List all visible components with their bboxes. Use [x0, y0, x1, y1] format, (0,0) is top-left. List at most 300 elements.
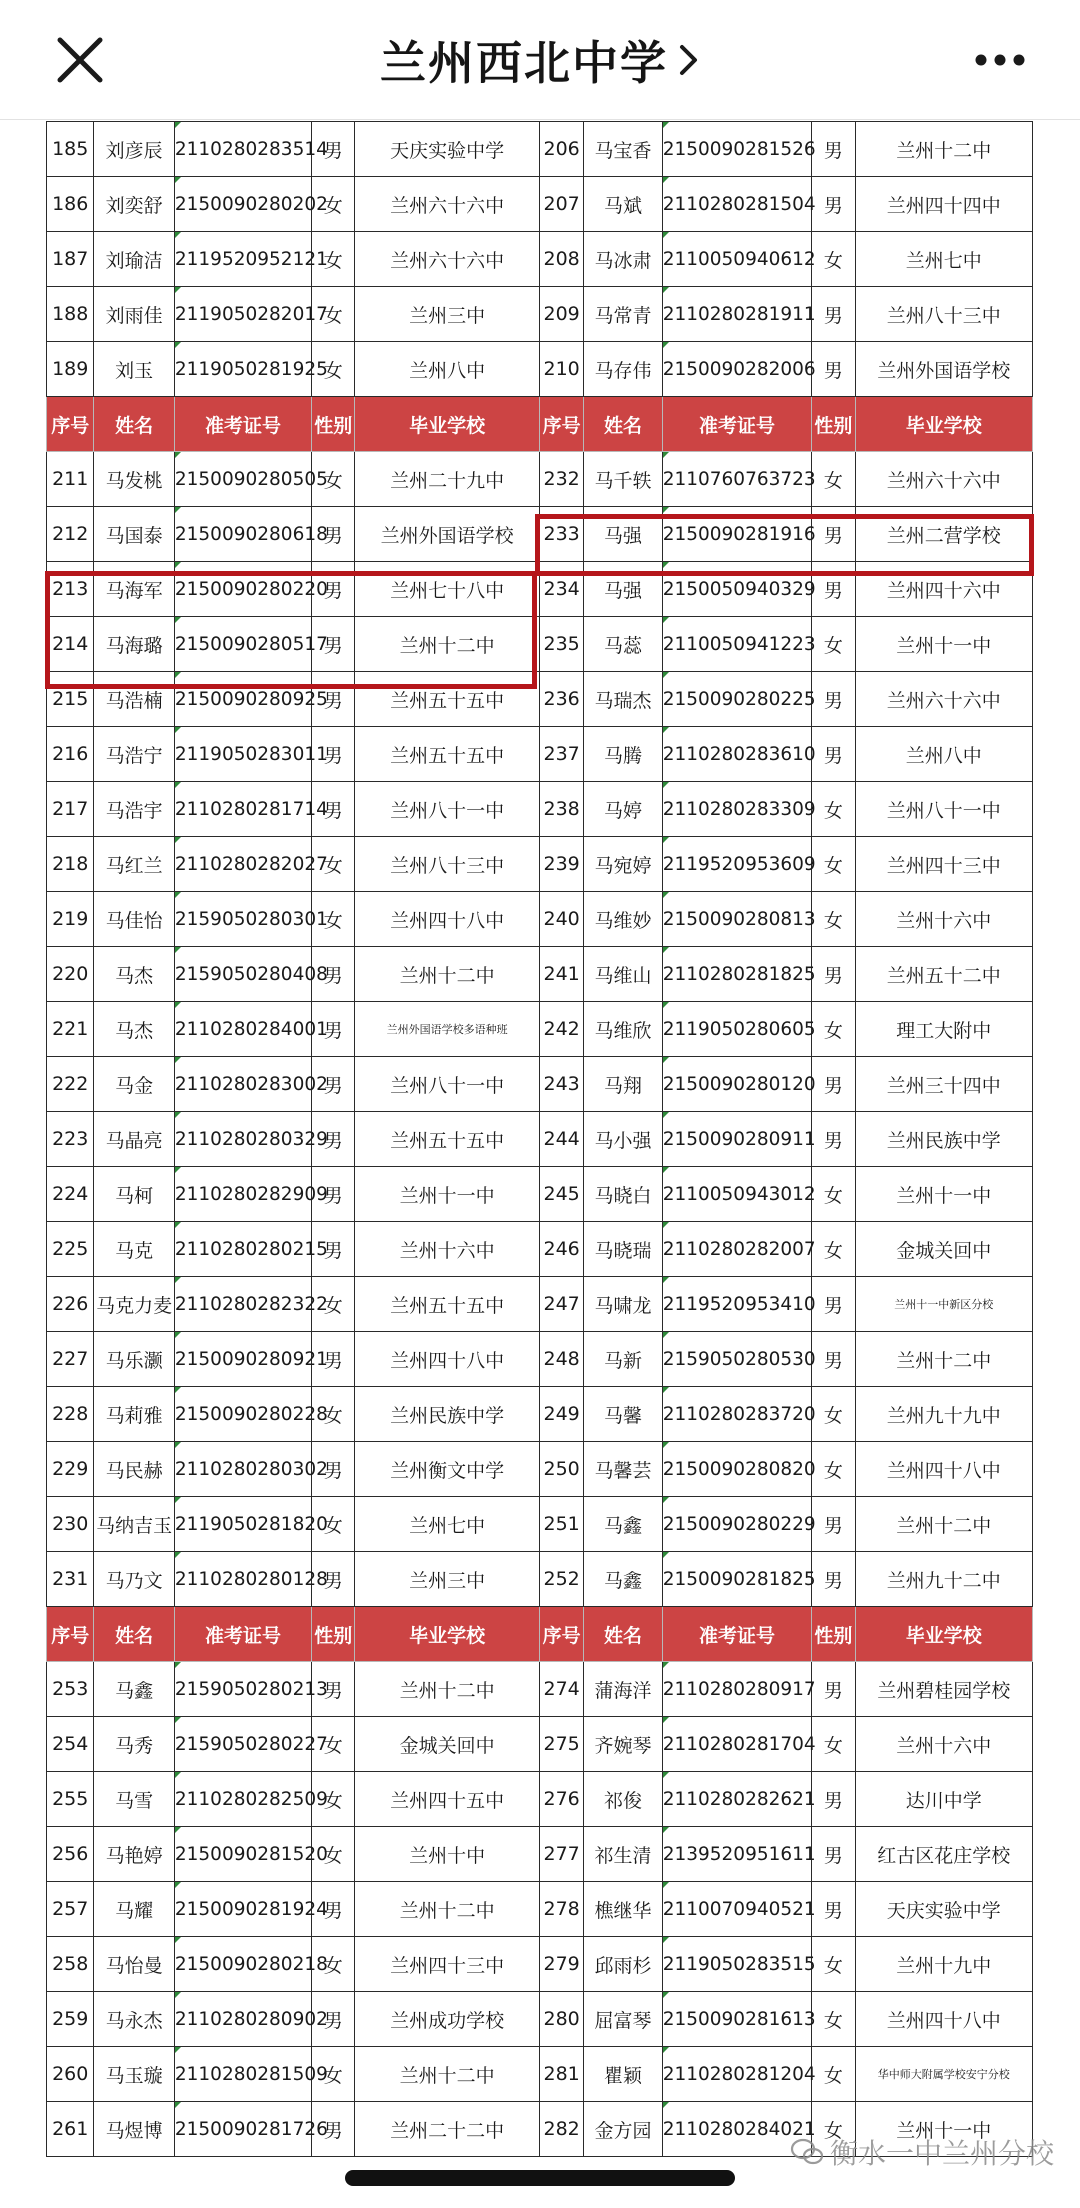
gender-cell: 女: [812, 2047, 855, 2102]
gender-cell: 男: [812, 1112, 855, 1167]
name-cell: 马维欣: [584, 1002, 662, 1057]
gender-cell: 男: [312, 782, 355, 837]
gender-cell: 女: [312, 1937, 355, 1992]
name-cell: 马发桃: [94, 452, 174, 507]
school-cell: 兰州七中: [355, 1497, 540, 1552]
gender-cell: 男: [812, 1827, 855, 1882]
exam-id-cell: 2110280280128: [174, 1552, 311, 1607]
name-cell: 马维妙: [584, 892, 662, 947]
exam-id-cell: 2110050940612: [662, 232, 812, 287]
exam-id-cell: 2110280284001: [174, 1002, 311, 1057]
name-cell: 马克力麦: [94, 1277, 174, 1332]
table-row: [47, 562, 1033, 617]
exam-id-cell: 2159050280227: [174, 1717, 311, 1772]
table-row: [47, 1112, 1033, 1167]
table-row: [47, 1442, 1033, 1497]
exam-id-cell: 2159050280530: [662, 1332, 812, 1387]
school-cell: 兰州十九中: [855, 1937, 1032, 1992]
exam-id-cell: 2150090280505: [174, 452, 311, 507]
gender-cell: 男: [812, 1662, 855, 1717]
exam-id-cell: 2110280281204: [662, 2047, 812, 2102]
table-row: [47, 177, 1033, 232]
exam-id-cell: 2110280282322: [174, 1277, 311, 1332]
name-cell: 马存伟: [584, 342, 662, 397]
gender-cell: 男: [812, 177, 855, 232]
name-cell: 马强: [584, 562, 662, 617]
school-cell: 兰州四十三中: [855, 837, 1032, 892]
exam-id-cell: 2150090280120: [662, 1057, 812, 1112]
name-cell: 马海军: [94, 562, 174, 617]
more-button[interactable]: [972, 36, 1028, 84]
seq-cell: 214: [47, 617, 94, 672]
school-cell: 兰州二十二中: [355, 2102, 540, 2157]
name-cell: 马晶亮: [94, 1112, 174, 1167]
name-cell: 刘雨佳: [94, 287, 174, 342]
name-cell: 马维山: [584, 947, 662, 1002]
exam-id-cell: 2159050280213: [174, 1662, 311, 1717]
gender-cell: 女: [312, 2047, 355, 2102]
seq-cell: 252: [539, 1552, 583, 1607]
gender-cell: 女: [312, 1277, 355, 1332]
seq-cell: 218: [47, 837, 94, 892]
name-cell: 马晓瑞: [584, 1222, 662, 1277]
seq-cell: 233: [539, 507, 583, 562]
table-row: [47, 837, 1033, 892]
exam-id-cell: 2150090280820: [662, 1442, 812, 1497]
seq-cell: 256: [47, 1827, 94, 1882]
name-cell: 樵继华: [584, 1882, 662, 1937]
name-cell: 马啸龙: [584, 1277, 662, 1332]
seq-cell: 207: [539, 177, 583, 232]
table-row: [47, 2047, 1033, 2102]
gender-cell: 男: [312, 1442, 355, 1497]
seq-cell: 213: [47, 562, 94, 617]
watermark-text: 衡水一中兰州分校: [830, 2137, 1055, 2170]
name-cell: 马纳吉玉: [94, 1497, 174, 1552]
exam-id-cell: 2150090280218: [174, 1937, 311, 1992]
seq-cell: 281: [539, 2047, 583, 2102]
gender-cell: 男: [812, 1277, 855, 1332]
gender-cell: 女: [812, 232, 855, 287]
school-cell: 兰州六十六中: [355, 177, 540, 232]
school-cell: 兰州四十六中: [855, 562, 1032, 617]
seq-cell: 215: [47, 672, 94, 727]
seq-cell: 223: [47, 1112, 94, 1167]
roster-table: [46, 121, 1033, 2157]
name-cell: 马馨芸: [584, 1442, 662, 1497]
school-cell: 兰州十六中: [855, 892, 1032, 947]
gender-cell: 男: [812, 1332, 855, 1387]
gender-cell: 女: [812, 1167, 855, 1222]
seq-cell: 246: [539, 1222, 583, 1277]
school-cell: 兰州六十六中: [855, 452, 1032, 507]
name-cell: 马乃文: [94, 1552, 174, 1607]
gender-cell: 男: [312, 727, 355, 782]
seq-cell: 242: [539, 1002, 583, 1057]
school-cell: 兰州六十六中: [355, 232, 540, 287]
name-cell: 马浩宁: [94, 727, 174, 782]
gender-cell: 女: [812, 892, 855, 947]
seq-cell: 211: [47, 452, 94, 507]
seq-cell: 221: [47, 1002, 94, 1057]
name-cell: 马金: [94, 1057, 174, 1112]
column-header: 准考证号: [662, 1607, 812, 1662]
school-cell: 兰州五十五中: [355, 727, 540, 782]
gender-cell: 男: [312, 617, 355, 672]
name-cell: 马千轶: [584, 452, 662, 507]
gender-cell: 男: [812, 1772, 855, 1827]
exam-id-cell: 2110280282007: [662, 1222, 812, 1277]
gender-cell: 男: [312, 507, 355, 562]
exam-id-cell: 2150090280925: [174, 672, 311, 727]
exam-id-cell: 2110280281704: [662, 1717, 812, 1772]
column-header: 序号: [47, 1607, 94, 1662]
column-header: 毕业学校: [355, 397, 540, 452]
school-cell: 兰州十中: [355, 1827, 540, 1882]
column-header: 性别: [812, 397, 855, 452]
school-cell: 兰州民族中学: [855, 1112, 1032, 1167]
exam-id-cell: 2150090281916: [662, 507, 812, 562]
name-cell: 马耀: [94, 1882, 174, 1937]
exam-id-cell: 2119050282017: [174, 287, 311, 342]
gender-cell: 女: [312, 1772, 355, 1827]
seq-cell: 259: [47, 1992, 94, 2047]
column-header: 姓名: [94, 397, 174, 452]
gender-cell: 男: [312, 122, 355, 177]
column-header: 准考证号: [662, 397, 812, 452]
seq-cell: 282: [539, 2102, 583, 2157]
school-cell: 兰州十二中: [855, 1497, 1032, 1552]
school-cell: 兰州三中: [355, 287, 540, 342]
name-cell: 马常青: [584, 287, 662, 342]
gender-cell: 男: [812, 342, 855, 397]
school-cell: 兰州八十一中: [355, 1057, 540, 1112]
gender-cell: 男: [812, 122, 855, 177]
column-header: 姓名: [584, 1607, 662, 1662]
gender-cell: 男: [312, 1332, 355, 1387]
name-cell: 马煜博: [94, 2102, 174, 2157]
school-cell: 红古区花庄学校: [855, 1827, 1032, 1882]
table-row: [47, 782, 1033, 837]
exam-id-cell: 2150090281520: [174, 1827, 311, 1882]
seq-cell: 185: [47, 122, 94, 177]
exam-id-cell: 2110280280329: [174, 1112, 311, 1167]
seq-cell: 251: [539, 1497, 583, 1552]
gender-cell: 男: [312, 562, 355, 617]
gender-cell: 女: [312, 452, 355, 507]
gender-cell: 女: [312, 342, 355, 397]
gender-cell: 女: [812, 1222, 855, 1277]
school-cell: 兰州十二中: [355, 1662, 540, 1717]
table-row: [47, 947, 1033, 1002]
table-row: [47, 507, 1033, 562]
school-cell: 兰州八中: [355, 342, 540, 397]
seq-cell: 230: [47, 1497, 94, 1552]
seq-cell: 254: [47, 1717, 94, 1772]
exam-id-cell: 2119050281820: [174, 1497, 311, 1552]
name-cell: 马馨: [584, 1387, 662, 1442]
seq-cell: 258: [47, 1937, 94, 1992]
school-cell: 兰州衡文中学: [355, 1442, 540, 1497]
school-cell: 兰州四十八中: [855, 1442, 1032, 1497]
name-cell: 马民赫: [94, 1442, 174, 1497]
exam-id-cell: 2110280283610: [662, 727, 812, 782]
name-cell: 马艳婷: [94, 1827, 174, 1882]
table-row: [47, 1882, 1033, 1937]
name-cell: 金方园: [584, 2102, 662, 2157]
table-row: [47, 342, 1033, 397]
exam-id-cell: 2139520951611: [662, 1827, 812, 1882]
exam-id-cell: 2110050941223: [662, 617, 812, 672]
table-header-row: [47, 1607, 1033, 1662]
school-cell: 兰州十二中: [355, 947, 540, 1002]
table-row: [47, 672, 1033, 727]
table-row: [47, 1057, 1033, 1112]
gender-cell: 男: [312, 1882, 355, 1937]
exam-id-cell: 2119520952121: [174, 232, 311, 287]
name-cell: 马柯: [94, 1167, 174, 1222]
school-cell: 兰州五十五中: [355, 1277, 540, 1332]
table-row: [47, 1332, 1033, 1387]
table-row: [47, 1497, 1033, 1552]
name-cell: 屈富琴: [584, 1992, 662, 2047]
name-cell: 马鑫: [94, 1662, 174, 1717]
seq-cell: 220: [47, 947, 94, 1002]
column-header: 毕业学校: [855, 1607, 1032, 1662]
exam-id-cell: 2150090280225: [662, 672, 812, 727]
school-cell: 兰州外国语学校多语种班: [355, 1002, 540, 1057]
school-cell: 兰州八十三中: [355, 837, 540, 892]
school-cell: 兰州三中: [355, 1552, 540, 1607]
name-cell: 马秀: [94, 1717, 174, 1772]
seq-cell: 257: [47, 1882, 94, 1937]
exam-id-cell: 2159050280408: [174, 947, 311, 1002]
seq-cell: 236: [539, 672, 583, 727]
seq-cell: 255: [47, 1772, 94, 1827]
table-row: [47, 1992, 1033, 2047]
wechat-icon: [790, 2137, 824, 2167]
name-cell: 刘瑜洁: [94, 232, 174, 287]
name-cell: 马浩宇: [94, 782, 174, 837]
school-cell: 兰州五十五中: [355, 672, 540, 727]
seq-cell: 187: [47, 232, 94, 287]
exam-id-cell: 2150090281526: [662, 122, 812, 177]
name-cell: 马宝香: [584, 122, 662, 177]
exam-id-cell: 2150090280202: [174, 177, 311, 232]
table-row: [47, 1277, 1033, 1332]
exam-id-cell: 2150090282006: [662, 342, 812, 397]
name-cell: 马新: [584, 1332, 662, 1387]
name-cell: 马翔: [584, 1057, 662, 1112]
school-cell: 金城关回中: [855, 1222, 1032, 1277]
school-cell: 兰州四十三中: [355, 1937, 540, 1992]
name-cell: 马腾: [584, 727, 662, 782]
name-cell: 马瑞杰: [584, 672, 662, 727]
home-indicator[interactable]: [345, 2170, 735, 2186]
exam-id-cell: 2110280281714: [174, 782, 311, 837]
table-row: [47, 1167, 1033, 1222]
name-cell: 马小强: [584, 1112, 662, 1167]
column-header: 性别: [312, 1607, 355, 1662]
table-row: [47, 1662, 1033, 1717]
school-cell: 兰州十二中: [355, 1882, 540, 1937]
name-cell: 邱雨杉: [584, 1937, 662, 1992]
table-row: [47, 1002, 1033, 1057]
top-bar: [0, 0, 1080, 120]
school-cell: 天庆实验中学: [355, 122, 540, 177]
column-header: 准考证号: [174, 397, 311, 452]
seq-cell: 238: [539, 782, 583, 837]
table-row: [47, 1772, 1033, 1827]
name-cell: 马斌: [584, 177, 662, 232]
gender-cell: 男: [312, 1002, 355, 1057]
gender-cell: 女: [812, 1002, 855, 1057]
gender-cell: 女: [312, 1717, 355, 1772]
name-cell: 刘彦辰: [94, 122, 174, 177]
account-title-link[interactable]: [0, 0, 1080, 120]
name-cell: 马佳怡: [94, 892, 174, 947]
gender-cell: 男: [812, 287, 855, 342]
exam-id-cell: 2150090280911: [662, 1112, 812, 1167]
school-cell: 兰州八十一中: [355, 782, 540, 837]
seq-cell: 260: [47, 2047, 94, 2102]
school-cell: 兰州四十八中: [355, 892, 540, 947]
school-cell: 兰州十二中: [355, 2047, 540, 2102]
seq-cell: 244: [539, 1112, 583, 1167]
school-cell: 兰州十六中: [855, 1717, 1032, 1772]
exam-id-cell: 2150090280618: [174, 507, 311, 562]
name-cell: 马玉璇: [94, 2047, 174, 2102]
gender-cell: 男: [312, 1552, 355, 1607]
school-cell: 兰州八中: [855, 727, 1032, 782]
school-cell: 兰州二营学校: [855, 507, 1032, 562]
exam-id-cell: 2150090280228: [174, 1387, 311, 1442]
table-row: [47, 892, 1033, 947]
school-cell: 兰州三十四中: [855, 1057, 1032, 1112]
school-cell: 兰州碧桂园学校: [855, 1662, 1032, 1717]
seq-cell: 209: [539, 287, 583, 342]
exam-id-cell: 2150090280229: [662, 1497, 812, 1552]
gender-cell: 女: [812, 1937, 855, 1992]
table-row: [47, 1717, 1033, 1772]
gender-cell: 男: [812, 1057, 855, 1112]
gender-cell: 男: [312, 947, 355, 1002]
name-cell: 马鑫: [584, 1497, 662, 1552]
name-cell: 刘奕舒: [94, 177, 174, 232]
school-cell: 兰州十一中: [855, 1167, 1032, 1222]
gender-cell: 女: [312, 232, 355, 287]
column-header: 姓名: [94, 1607, 174, 1662]
school-cell: 华中师大附属学校安宁分校: [855, 2047, 1032, 2102]
gender-cell: 女: [812, 617, 855, 672]
gender-cell: 男: [812, 507, 855, 562]
seq-cell: 225: [47, 1222, 94, 1277]
exam-id-cell: 2150090280921: [174, 1332, 311, 1387]
seq-cell: 274: [539, 1662, 583, 1717]
seq-cell: 229: [47, 1442, 94, 1497]
seq-cell: 280: [539, 1992, 583, 2047]
name-cell: 马浩楠: [94, 672, 174, 727]
seq-cell: 240: [539, 892, 583, 947]
school-cell: 兰州四十四中: [855, 177, 1032, 232]
name-cell: 齐婉琴: [584, 1717, 662, 1772]
gender-cell: 女: [312, 1497, 355, 1552]
school-cell: 兰州七中: [855, 232, 1032, 287]
exam-id-cell: 2159050280301: [174, 892, 311, 947]
exam-id-cell: 2110280281509: [174, 2047, 311, 2102]
seq-cell: 250: [539, 1442, 583, 1497]
gender-cell: 女: [812, 2102, 855, 2157]
name-cell: 马红兰: [94, 837, 174, 892]
school-cell: 兰州九十二中: [855, 1552, 1032, 1607]
gender-cell: 女: [812, 452, 855, 507]
name-cell: 刘玉: [94, 342, 174, 397]
name-cell: 马冰肃: [584, 232, 662, 287]
school-cell: 兰州二十九中: [355, 452, 540, 507]
name-cell: 马克: [94, 1222, 174, 1277]
seq-cell: 208: [539, 232, 583, 287]
gender-cell: 男: [312, 1112, 355, 1167]
seq-cell: 248: [539, 1332, 583, 1387]
exam-id-cell: 2119050283011: [174, 727, 311, 782]
name-cell: 马乐灏: [94, 1332, 174, 1387]
table-row: [47, 287, 1033, 342]
exam-id-cell: 2150090281924: [174, 1882, 311, 1937]
seq-cell: 189: [47, 342, 94, 397]
school-cell: 兰州十一中: [855, 2102, 1032, 2157]
school-cell: 兰州十一中: [855, 617, 1032, 672]
name-cell: 马杰: [94, 1002, 174, 1057]
table-row: [47, 1827, 1033, 1882]
gender-cell: 男: [312, 672, 355, 727]
seq-cell: 279: [539, 1937, 583, 1992]
column-header: 准考证号: [174, 1607, 311, 1662]
exam-id-cell: 2110280280215: [174, 1222, 311, 1277]
school-cell: 兰州外国语学校: [855, 342, 1032, 397]
school-cell: 兰州九十九中: [855, 1387, 1032, 1442]
seq-cell: 219: [47, 892, 94, 947]
school-cell: 兰州外国语学校: [355, 507, 540, 562]
table-row: [47, 122, 1033, 177]
gender-cell: 女: [812, 1442, 855, 1497]
school-cell: 兰州十一中: [355, 1167, 540, 1222]
gender-cell: 女: [812, 782, 855, 837]
name-cell: 马海璐: [94, 617, 174, 672]
page-title: 兰州西北中学: [380, 36, 668, 90]
seq-cell: 232: [539, 452, 583, 507]
exam-id-cell: 2110280281825: [662, 947, 812, 1002]
exam-id-cell: 2110070940521: [662, 1882, 812, 1937]
exam-id-cell: 2110760763723: [662, 452, 812, 507]
exam-id-cell: 2119050281925: [174, 342, 311, 397]
table-row: [47, 1937, 1033, 1992]
exam-id-cell: 2110280281504: [662, 177, 812, 232]
name-cell: 马宛婷: [584, 837, 662, 892]
name-cell: 瞿颖: [584, 2047, 662, 2102]
gender-cell: 男: [312, 2102, 355, 2157]
seq-cell: 239: [539, 837, 583, 892]
column-header: 序号: [47, 397, 94, 452]
name-cell: 祁生清: [584, 1827, 662, 1882]
exam-id-cell: 2119050283515: [662, 1937, 812, 1992]
seq-cell: 227: [47, 1332, 94, 1387]
seq-cell: 212: [47, 507, 94, 562]
school-cell: 兰州十二中: [355, 617, 540, 672]
gender-cell: 女: [312, 1387, 355, 1442]
seq-cell: 277: [539, 1827, 583, 1882]
roster-table-scroll[interactable]: [46, 121, 1034, 2208]
seq-cell: 186: [47, 177, 94, 232]
